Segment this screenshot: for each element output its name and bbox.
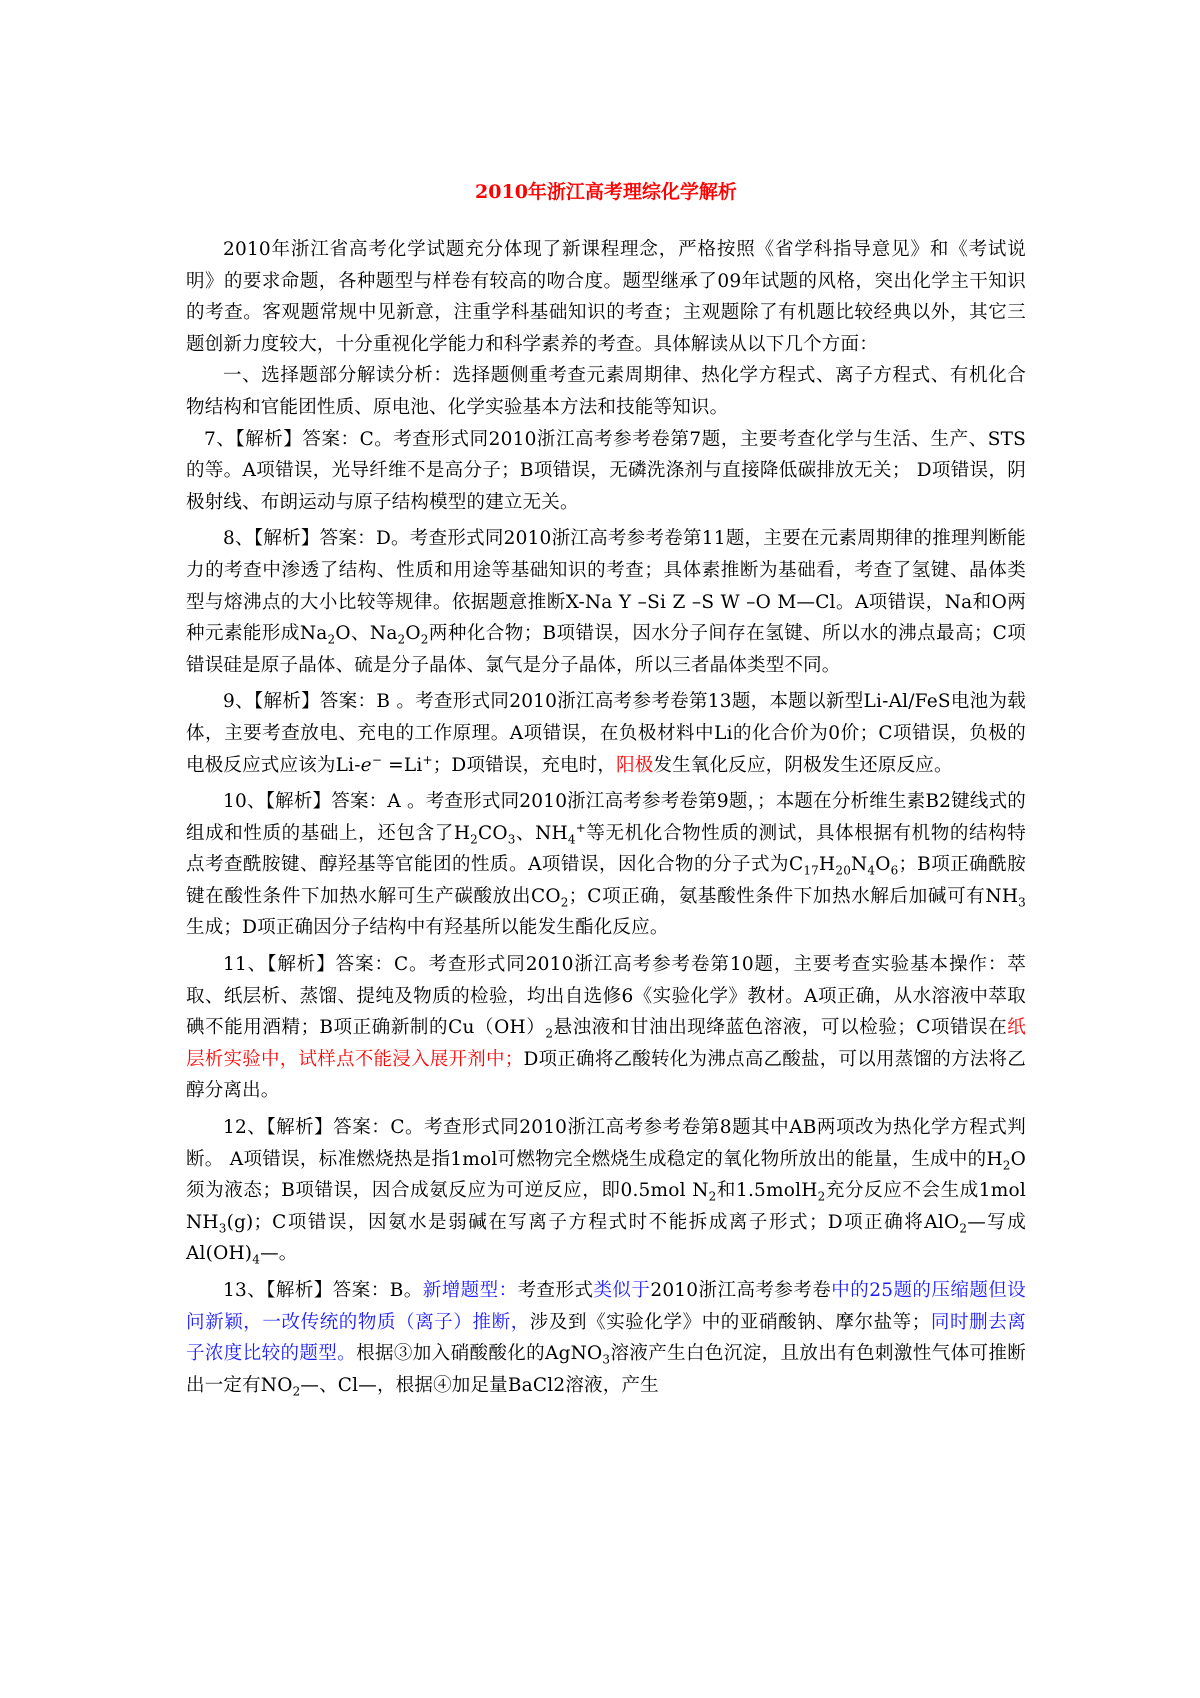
highlight-anode: 阳极: [616, 754, 654, 776]
question-10-analysis: 10、【解析】答案：A 。考查形式同2010浙江高考参考卷第9题，；本题在分析维生素B2键线式的组成和性质的基础上，还包含了$H_2CO_3$、$NH_4^+$等无机化合物性质的测试，具体根据有机物的结构特点考查酰胺键、醇羟基等官能团的性质。A项错误，因化合物的分子式为$C_{17}H_{20}N_4O_6$；B项正确酰胺键在酸性条件下加热水解可生产碳酸放出$CO_2$；C项正确，氨基酸性条件下加热水解后加碱可有$NH_3$生成；D项正确因分子结构中有羟基所以能发生酯化反应。: [186, 791, 1027, 939]
question-13-analysis: 13、【解析】答案：B。新增题型：考查形式类似于2010浙江高考参考卷中的25题的压缩题但设问新颖，一改传统的物质（离子）推断，涉及到《实验化学》中的亚硝酸钠、摩尔盐等；同时删去离子浓度比较的题型。根据③加入硝酸酸化的AgNO$_3$溶液产生白色沉淀，且放出有色刺激性气体可推断出一定有$NO_2—$、Cl—，根据④加足量BaCl2溶液，产生: [186, 1280, 1026, 1399]
highlight-removed-type: 同时删去离子浓度比较的题型。: [186, 1311, 1026, 1365]
highlight-question-25: 中的25题的压缩题但设问新颖，一改传统的物质（离子）推断，: [186, 1280, 1026, 1333]
highlight-similar: 类似于: [593, 1280, 651, 1301]
question-7-analysis: 7、【解析】答案：C。考查形式同2010浙江高考参考卷第7题，主要考查化学与生活、生产、STS的等。A项错误，光导纤维不是高分子；B项错误，无磷洗涤剂与直接降低碳排放无关； D项错误，阴极射线、布朗运动与原子结构模型的建立无关。: [186, 428, 1026, 513]
question-8-analysis: 8、【解析】答案：D。考查形式同2010浙江高考参考卷第11题，主要在元素周期律的推理判断能力的考查中渗透了结构、性质和用途等基础知识的考查；具体素推断为基础看，考查了氢键、晶体类型与熔沸点的大小比较等规律。依据题意推断X-Na Y –Si Z –S W –O M—Cl。A项错误，Na和O两种元素能形成$Na_2O$、$Na_2O_2$两种化合物；B项错误，因水分子间存在氢键、所以水的沸点最高；C项错误硅是原子晶体、硫是分子晶体、氯气是分子晶体，所以三者晶体类型不同。: [186, 528, 1026, 676]
section-choice-questions: 一、选择题部分解读分析：选择题侧重考查元素周期律、热化学方程式、离子方程式、有机化合物结构和官能团性质、原电池、化学实验基本方法和技能等知识。: [186, 365, 1026, 418]
highlight-new-type: 新增题型：: [422, 1280, 518, 1301]
question-12-analysis: 12、【解析】答案：C。考查形式同2010浙江高考参考卷第8题其中AB两项改为热化学方程式判断。 A项错误，标准燃烧热是指1mol可燃物完全燃烧生成稳定的氧化物所放出的能量，生成中的$H_2O$须为液态；B项错误，因合成氨反应为可逆反应，即0.5mol $N_2$和1.5molH$_2$充分反应不会生成1mol $NH_3(g)$；C项错误，因氨水是弱碱在写离子方程式时不能拆成离子形式；D项正确将AlO$_2$—写成$Al(OH)_4—$。: [186, 1117, 1026, 1268]
question-9-analysis: 9、【解析】答案：B 。考查形式同2010浙江高考参考卷第13题，本题以新型Li-Al/FeS电池为载体，主要考查放电、充电的工作原理。A项错误，在负极材料中Li的化合价为0价；C项错误，负极的电极反应式应该为Li-e− =Li+；D项错误，充电时，阳极发生氧化反应，阴极发生还原反应。: [186, 691, 1026, 776]
intro-paragraph: 2010年浙江省高考化学试题充分体现了新课程理念，严格按照《省学科指导意见》和《考试说明》的要求命题，各种题型与样卷有较高的吻合度。题型继承了09年试题的风格，突出化学主干知识的考查。客观题常规中见新意，注重学科基础知识的考查；主观题除了有机题比较经典以外，其它三题创新力度较大，十分重视化学能力和科学素养的考查。具体解读从以下几个方面：: [186, 239, 1026, 355]
page-title: 2010年浙江高考理综化学解析: [475, 181, 737, 203]
document-page: [186, 178, 1026, 1401]
highlight-chromatography: 纸层析实验中，试样点不能浸入展开剂中；: [186, 1017, 1026, 1070]
question-11-analysis: 11、【解析】答案：C。考查形式同2010浙江高考参考卷第10题，主要考查实验基本操作：萃取、纸层析、蒸馏、提纯及物质的检验，均出自选修6《实验化学》教材。A项正确，从水溶液中萃取碘不能用酒精；B项正确新制的$Cu(OH)_2$悬浊液和甘油出现绛蓝色溶液，可以检验；C项错误在纸层析实验中，试样点不能浸入展开剂中；D项正确将乙酸转化为沸点高乙酸盐，可以用蒸馏的方法将乙醇分离出。: [186, 954, 1026, 1102]
